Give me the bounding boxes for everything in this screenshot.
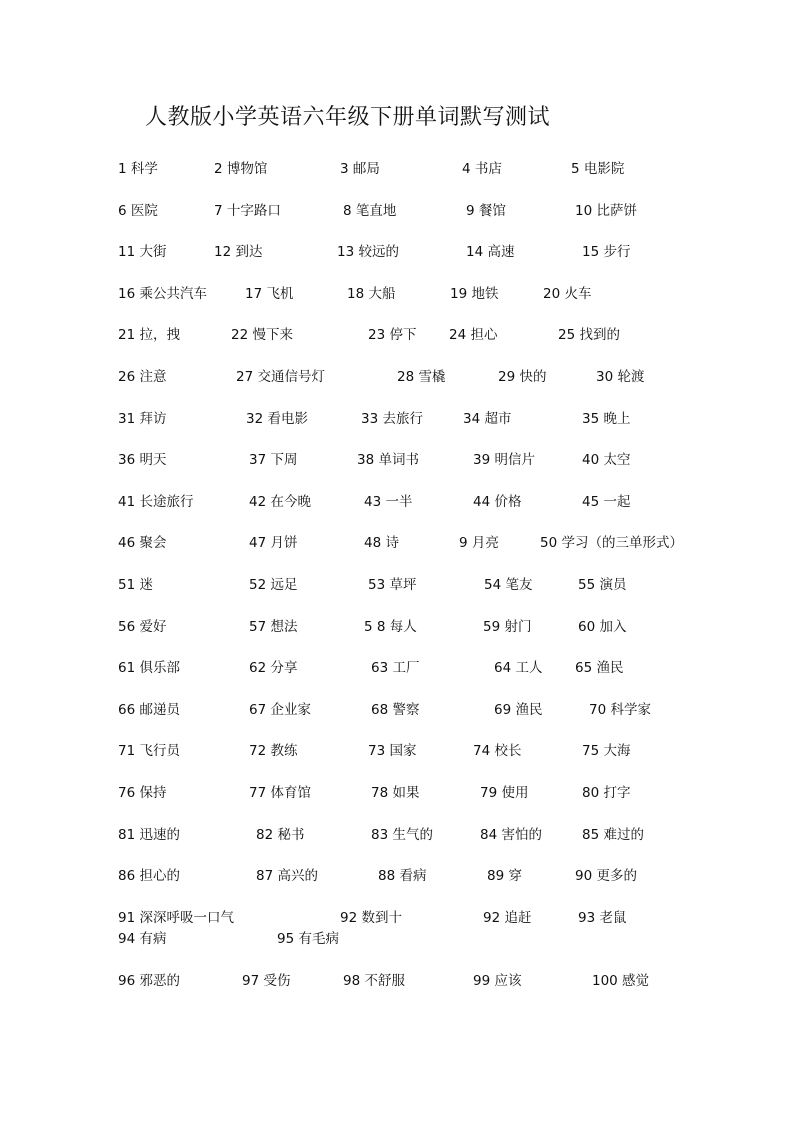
vocab-item: 19 地铁: [450, 286, 499, 302]
vocab-item: 71 飞行员: [118, 743, 180, 759]
vocab-item: 44 价格: [473, 494, 522, 510]
word-row: [0, 241, 794, 263]
vocab-item: 4 书店: [462, 161, 502, 177]
vocab-item: 95 有毛病: [277, 931, 339, 947]
vocab-item: 5 8 每人: [364, 619, 417, 635]
vocab-item: 76 保持: [118, 785, 167, 801]
vocab-item: 40 太空: [582, 452, 631, 468]
vocab-item: 51 迷: [118, 577, 153, 593]
vocab-item: 18 大船: [347, 286, 396, 302]
vocab-item: 9 月亮: [459, 535, 499, 551]
word-row: [0, 408, 794, 430]
vocab-item: 20 火车: [543, 286, 592, 302]
vocab-item: 52 远足: [249, 577, 298, 593]
vocab-item: 37 下周: [249, 452, 298, 468]
word-row: [0, 907, 794, 929]
vocab-item: 8 笔直地: [343, 203, 397, 219]
vocab-item: 13 较远的: [337, 244, 399, 260]
vocab-item: 67 企业家: [249, 702, 311, 718]
vocab-item: 74 校长: [473, 743, 522, 759]
word-row: [0, 324, 794, 346]
vocab-item: 56 爱好: [118, 619, 167, 635]
word-row: [0, 366, 794, 388]
vocab-item: 7 十字路口: [214, 203, 281, 219]
vocab-item: 24 担心: [449, 327, 498, 343]
vocab-item: 100 感觉: [592, 973, 650, 989]
vocab-item: 3 邮局: [340, 161, 380, 177]
vocab-item: 29 快的: [498, 369, 547, 385]
vocab-item: 41 长途旅行: [118, 494, 194, 510]
vocab-item: 27 交通信号灯: [236, 369, 325, 385]
vocab-item: 39 明信片: [473, 452, 535, 468]
word-row: [0, 200, 794, 222]
vocab-item: 92 数到十: [340, 910, 402, 926]
vocab-item: 43 一半: [364, 494, 413, 510]
vocab-item: 72 教练: [249, 743, 298, 759]
vocab-item: 23 停下: [368, 327, 417, 343]
vocab-item: 62 分享: [249, 660, 298, 676]
vocab-item: 79 使用: [480, 785, 529, 801]
vocab-item: 93 老鼠: [578, 910, 627, 926]
vocab-item: 25 找到的: [558, 327, 620, 343]
word-row: [0, 449, 794, 471]
vocab-item: 9 餐馆: [466, 203, 506, 219]
vocab-item: 47 月饼: [249, 535, 298, 551]
vocab-item: 10 比萨饼: [575, 203, 637, 219]
word-row: [0, 782, 794, 804]
vocab-item: 97 受伤: [242, 973, 291, 989]
vocab-item: 28 雪橇: [397, 369, 446, 385]
vocab-item: 94 有病: [118, 931, 167, 947]
word-row: [0, 283, 794, 305]
vocab-item: 22 慢下来: [231, 327, 293, 343]
word-row: [0, 740, 794, 762]
vocab-item: 81 迅速的: [118, 827, 180, 843]
vocab-item: 63 工厂: [371, 660, 420, 676]
vocab-item: 33 去旅行: [361, 411, 423, 427]
vocab-item: 42 在今晚: [249, 494, 311, 510]
word-row: [0, 491, 794, 513]
vocab-item: 15 步行: [582, 244, 631, 260]
vocab-item: 82 秘书: [256, 827, 305, 843]
vocab-item: 78 如果: [371, 785, 420, 801]
vocab-item: 14 高速: [466, 244, 515, 260]
vocab-item: 1 科学: [118, 161, 158, 177]
vocab-item: 73 国家: [368, 743, 417, 759]
vocab-item: 45 一起: [582, 494, 631, 510]
vocab-item: 98 不舒服: [343, 973, 405, 989]
vocab-item: 55 演员: [578, 577, 627, 593]
word-row: [0, 616, 794, 638]
vocab-item: 35 晚上: [582, 411, 631, 427]
vocab-item: 65 渔民: [575, 660, 624, 676]
word-row: [0, 532, 794, 554]
vocab-item: 57 想法: [249, 619, 298, 635]
word-row: [0, 824, 794, 846]
vocab-item: 80 打字: [582, 785, 631, 801]
vocab-item: 26 注意: [118, 369, 167, 385]
vocab-item: 17 飞机: [245, 286, 294, 302]
word-row: [0, 865, 794, 887]
vocab-item: 59 射门: [483, 619, 532, 635]
page-title: 人教版小学英语六年级下册单词默写测试: [145, 105, 551, 130]
vocab-item: 2 博物馆: [214, 161, 268, 177]
vocab-item: 38 单词书: [357, 452, 419, 468]
vocab-item: 48 诗: [364, 535, 399, 551]
vocab-item: 31 拜访: [118, 411, 167, 427]
vocab-item: 85 难过的: [582, 827, 644, 843]
vocab-item: 54 笔友: [484, 577, 533, 593]
vocab-item: 68 警察: [371, 702, 420, 718]
vocab-item: 53 草坪: [368, 577, 417, 593]
vocab-item: 5 电影院: [571, 161, 625, 177]
vocab-item: 75 大海: [582, 743, 631, 759]
vocab-item: 64 工人: [494, 660, 543, 676]
vocab-item: 32 看电影: [246, 411, 308, 427]
vocab-item: 61 俱乐部: [118, 660, 180, 676]
vocab-item: 84 害怕的: [480, 827, 542, 843]
vocab-item: 46 聚会: [118, 535, 167, 551]
word-row: [0, 158, 794, 180]
vocab-item: 83 生气的: [371, 827, 433, 843]
vocab-item: 89 穿: [487, 868, 522, 884]
vocab-item: 12 到达: [214, 244, 263, 260]
word-row: [0, 970, 794, 992]
vocab-item: 70 科学家: [589, 702, 651, 718]
vocab-item: 88 看病: [378, 868, 427, 884]
vocab-item: 50 学习（的三单形式）: [540, 535, 683, 551]
vocab-item: 96 邪恶的: [118, 973, 180, 989]
word-row: [0, 699, 794, 721]
vocab-item: 77 体育馆: [249, 785, 311, 801]
vocab-item: 34 超市: [463, 411, 512, 427]
vocab-item: 69 渔民: [494, 702, 543, 718]
vocab-item: 92 追赶: [483, 910, 532, 926]
vocab-item: 30 轮渡: [596, 369, 645, 385]
word-row: [0, 928, 794, 950]
vocab-item: 16 乘公共汽车: [118, 286, 207, 302]
vocab-item: 6 医院: [118, 203, 158, 219]
vocab-item: 21 拉，拽: [118, 327, 180, 343]
vocab-item: 91 深深呼吸一口气: [118, 910, 234, 926]
word-row: [0, 657, 794, 679]
vocab-item: 36 明天: [118, 452, 167, 468]
vocab-item: 86 担心的: [118, 868, 180, 884]
vocab-item: 99 应该: [473, 973, 522, 989]
vocab-item: 11 大街: [118, 244, 167, 260]
vocab-item: 60 加入: [578, 619, 627, 635]
vocab-item: 90 更多的: [575, 868, 637, 884]
word-row: [0, 574, 794, 596]
vocab-item: 87 高兴的: [256, 868, 318, 884]
vocab-item: 66 邮递员: [118, 702, 180, 718]
